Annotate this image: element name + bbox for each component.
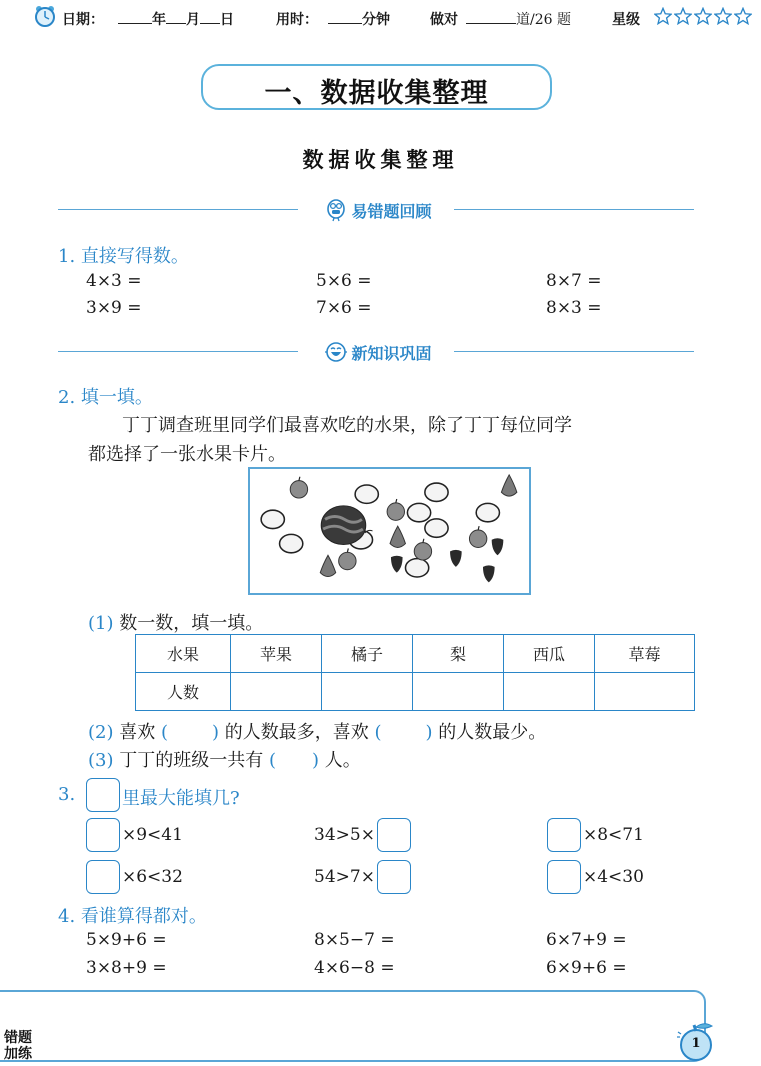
orange-card	[425, 483, 448, 501]
q3-item: 34>5×	[314, 825, 375, 845]
date-field[interactable]	[118, 9, 234, 29]
apple-card	[469, 530, 486, 547]
table-row	[136, 673, 695, 711]
orange-card	[261, 510, 284, 528]
sub-number: (1)	[88, 613, 114, 634]
apple-card	[290, 481, 307, 498]
paragraph-line: 丁丁调查班里同学们最喜欢吃的水果，除了丁丁每位同学	[122, 415, 572, 436]
question-number: 1.	[58, 246, 76, 267]
question-number: 4.	[58, 906, 76, 927]
table-header-cell: 梨	[413, 635, 504, 673]
footer-label	[4, 1030, 32, 1062]
apple-card	[387, 503, 404, 520]
cartoon-face-icon	[324, 198, 348, 222]
correct-label: 做对	[430, 12, 458, 28]
sub-text: 的人数最少。	[438, 722, 547, 743]
orange-card	[355, 485, 378, 503]
watermelon-card	[321, 506, 366, 545]
page-header	[0, 4, 761, 30]
sub-text: 喜欢	[119, 722, 156, 743]
q1-item: 3×9 =	[86, 298, 142, 318]
q1-item: 4×3 =	[86, 271, 142, 291]
paren-open: (	[160, 722, 168, 743]
q4-item: 5×9+6 =	[86, 930, 167, 950]
pear-card	[320, 555, 336, 576]
question-prompt: 直接写得数。	[80, 246, 189, 267]
paren-close: )	[212, 722, 220, 743]
q1-item: 8×3 =	[546, 298, 602, 318]
table-header-cell: 西瓜	[504, 635, 595, 673]
strawberry-card	[391, 556, 403, 573]
fruit-count-table	[135, 634, 695, 711]
time-field[interactable]	[328, 9, 390, 29]
sub-question-1	[88, 609, 263, 635]
answer-cell-watermelon[interactable]	[504, 673, 595, 711]
minutes-label: 分钟	[362, 12, 390, 28]
table-header-row	[136, 635, 695, 673]
footer-label-line: 加练	[4, 1046, 32, 1062]
table-row-label: 人数	[136, 673, 231, 711]
sub-text: 丁丁的班级一共有	[119, 750, 264, 771]
answer-blank-total[interactable]	[269, 750, 319, 771]
orange-card	[405, 559, 428, 577]
question-prompt: 填一填。	[80, 387, 153, 408]
question-1-title	[58, 242, 189, 268]
question-prompt: 里最大能填几?	[122, 788, 240, 809]
strawberry-card	[483, 565, 495, 582]
answer-cell-apple[interactable]	[231, 673, 322, 711]
orange-card	[407, 503, 430, 521]
answer-blank-least[interactable]	[375, 722, 433, 743]
divider-line	[454, 351, 694, 352]
apple-card	[339, 552, 356, 569]
example-box	[86, 778, 120, 812]
paren-close: )	[425, 722, 433, 743]
paragraph-line: 都选择了一张水果卡片。	[88, 444, 286, 465]
pear-card	[501, 475, 517, 496]
question-prompt: 看谁算得都对。	[80, 906, 207, 927]
section-title-new: 新知识巩固	[351, 343, 432, 363]
extra-practice-box	[0, 990, 706, 1062]
star-icon[interactable]	[714, 7, 732, 25]
divider-line	[58, 209, 298, 210]
answer-cell-orange[interactable]	[322, 673, 413, 711]
q3-item: ×4<30	[583, 867, 644, 887]
q3-item: ×8<71	[583, 825, 644, 845]
star-rating[interactable]	[654, 7, 752, 27]
q4-item: 6×9+6 =	[546, 958, 627, 978]
laughing-face-icon	[324, 340, 348, 364]
chapter-title: 一、数据收集整理	[264, 78, 489, 109]
apple-card	[414, 543, 431, 560]
q3-item: ×6<32	[122, 867, 183, 887]
sub-text: 人。	[324, 750, 361, 771]
answer-box[interactable]	[86, 860, 120, 894]
q4-item: 3×8+9 =	[86, 958, 167, 978]
q1-item: 8×7 =	[546, 271, 602, 291]
strawberry-card	[492, 538, 504, 555]
answer-cell-pear[interactable]	[413, 673, 504, 711]
question-4-title	[58, 902, 207, 928]
question-number: 2.	[58, 387, 76, 408]
total-label: 道/26 题	[516, 12, 571, 28]
divider-line	[58, 351, 298, 352]
month-label: 月	[186, 12, 200, 28]
lesson-subtitle: 数据收集整理	[302, 148, 459, 172]
star-icon[interactable]	[694, 7, 712, 25]
q4-item: 4×6−8 =	[314, 958, 395, 978]
question-3-title	[58, 784, 75, 805]
section-title-review: 易错题回顾	[351, 201, 432, 221]
star-icon[interactable]	[674, 7, 692, 25]
page-number: 1	[691, 1036, 701, 1051]
q3-item: 54>7×	[314, 867, 375, 887]
table-header-cell: 草莓	[595, 635, 695, 673]
orange-card	[476, 503, 499, 521]
star-icon[interactable]	[654, 7, 672, 25]
q4-item: 6×7+9 =	[546, 930, 627, 950]
correct-blank[interactable]	[466, 11, 516, 24]
fruit-cards-picture	[248, 467, 531, 595]
time-blank[interactable]	[328, 11, 362, 24]
q3-item: ×9<41	[122, 825, 183, 845]
sub-question-3	[88, 746, 361, 772]
day-label: 日	[220, 12, 234, 28]
question-number: 3.	[58, 784, 76, 805]
table-header-cell: 苹果	[231, 635, 322, 673]
sub-number: (2)	[88, 722, 114, 743]
section-heading	[303, 196, 453, 224]
question-2-title	[58, 383, 153, 409]
section-divider-review	[58, 196, 694, 224]
fruit-illustration	[250, 469, 529, 593]
table-header-cell: 橘子	[322, 635, 413, 673]
month-blank[interactable]	[166, 11, 186, 24]
paren-open: (	[374, 722, 382, 743]
answer-box[interactable]	[377, 818, 411, 852]
orange-card	[280, 534, 303, 552]
answer-box[interactable]	[547, 860, 581, 894]
section-heading	[303, 338, 453, 366]
sub-text: 数一数，填一填。	[119, 613, 264, 634]
divider-line	[454, 209, 694, 210]
date-label: 日期：	[62, 12, 104, 28]
answer-box[interactable]	[547, 818, 581, 852]
answer-box[interactable]	[377, 860, 411, 894]
chapter-title-box	[201, 64, 552, 110]
answer-box[interactable]	[86, 818, 120, 852]
orange-card	[425, 519, 448, 537]
sub-question-2	[88, 718, 546, 744]
clock-icon	[34, 5, 56, 27]
correct-field[interactable]	[466, 9, 571, 29]
pear-card	[390, 526, 406, 547]
q1-item: 5×6 =	[316, 271, 372, 291]
year-blank[interactable]	[118, 11, 152, 24]
time-label: 用时：	[276, 12, 318, 28]
answer-blank-most[interactable]	[161, 722, 219, 743]
sub-text: 的人数最多，喜欢	[224, 722, 369, 743]
paren-open: (	[268, 750, 276, 771]
strawberry-card	[450, 550, 462, 567]
q4-item: 8×5−7 =	[314, 930, 395, 950]
year-label: 年	[152, 12, 166, 28]
sub-number: (3)	[88, 750, 114, 771]
day-blank[interactable]	[200, 11, 220, 24]
q1-item: 7×6 =	[316, 298, 372, 318]
star-icon[interactable]	[734, 7, 752, 25]
section-divider-new	[58, 338, 694, 366]
table-header-cell: 水果	[136, 635, 231, 673]
answer-cell-strawberry[interactable]	[595, 673, 695, 711]
paren-close: )	[312, 750, 320, 771]
footer-label-line: 错题	[4, 1030, 32, 1046]
rating-label: 星级	[612, 12, 640, 28]
